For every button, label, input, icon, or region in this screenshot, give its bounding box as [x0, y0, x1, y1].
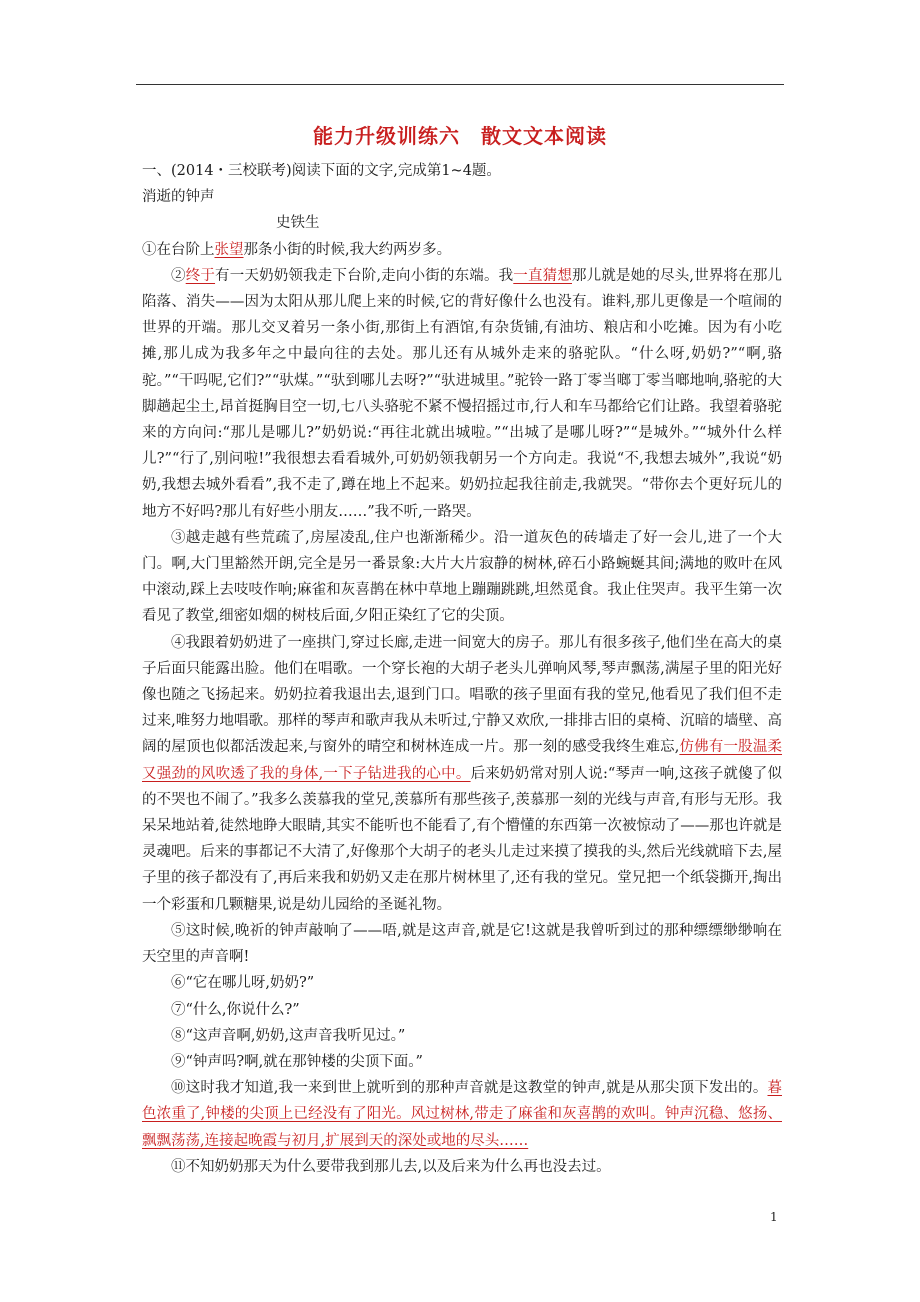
paragraph-2: ②终于有一天奶奶领我走下台阶,走向小街的东端。我一直猜想那儿就是她的尽头,世界将在那儿陷落、消失——因为太阳从那儿爬上来的时候,它的背好像什么也没有。谁料,那儿更像是一个喧闹的世界的开端。那儿交叉着另一条小街,那街上有酒馆,有杂货铺,有油坊、粮店和小吃摊。因为有小吃摊,那儿成为我多年之中最向往的去处。那儿还有从城外走来的骆驼队。“什么呀,奶奶?”“啊,骆驼。”“干吗呢,它们?”“驮煤。”“驮到哪儿去呀?”“驮进城里。”驼铃一路丁零当啷丁零当啷地响,骆驼的大脚趟起尘土,昂首挺胸目空一切,七八头骆驼不紧不慢招摇过市,行人和车马都给它们让路。我望着骆驼来的方向问:“那儿是哪儿?”奶奶说:“再往北就出城啦。”“出城了是哪儿呀?”“是城外。”“城外什么样儿?”“行了,别问啦!”我很想去看看城外,可奶奶领我朝另一个方向走。我说“不,我想去城外”,我说“奶奶,我想去城外看看”,我不走了,蹲在地上不起来。奶奶拉起我往前走,我就哭。“带你去个更好玩儿的地方不好吗?那儿有好些小朋友……”我不听,一路哭。 — [142, 267, 783, 520]
paragraph-1: ①在台阶上张望那条小街的时候,我大约两岁多。 — [142, 241, 452, 258]
underlined-sentence: 仿佛有一股温柔又强劲的风吹透了我的身体,一下子钻进我的心中。 — [142, 739, 783, 782]
page-number: 1 — [770, 1210, 778, 1224]
paragraph-4: ④我跟着奶奶进了一座拱门,穿过长廊,走进一间宽大的房子。那儿有很多孩子,他们坐在高大的桌子后面只能露出脸。他们在唱歌。一个穿长袍的大胡子老头儿弹响风琴,琴声飘荡,满屋子里的阳光好像也随之飞扬起来。奶奶拉着我退出去,退到门口。唱歌的孩子里面有我的堂兄,他看见了我们但不走过来,唯努力地唱歌。那样的琴声和歌声我从未听过,宁静又欢欣,一排排古旧的桌椅、沉暗的墙壁、高阔的屋顶也似都活泼起来,与窗外的晴空和树林连成一片。那一刻的感受我终生难忘,仿佛有一股温柔又强劲的风吹透了我的身体,一下子钻进我的心中。后来奶奶常对别人说:“琴声一响,这孩子就傻了似的不哭也不闹了。”我多么羡慕我的堂兄,羡慕所有那些孩子,羡慕那一刻的光线与声音,有形与无形。我呆呆地站着,徒然地睁大眼睛,其实不能听也不能看了,有个懵懂的东西第一次被惊动了——那也许就是灵魂吧。后来的事都记不大清了,好像那个大胡子的老头儿走过来摸了摸我的头,然后光线就暗下去,屋子里的孩子都没有了,再后来我和奶奶又走在那片树林里了,还有我的堂兄。堂兄把一个纸袋撕开,掏出一个彩蛋和几颗糖果,说是幼儿园给的圣诞礼物。 — [142, 634, 783, 913]
paragraph-9: ⑨“钟声吗?啊,就在那钟楼的尖顶下面。” — [171, 1053, 423, 1070]
underlined-phrase: 终于 — [185, 267, 216, 284]
paragraph-3: ③越走越有些荒疏了,房屋凌乱,住户也渐渐稀少。沿一道灰色的砖墙走了好一会儿,进了一个大门。啊,大门里豁然开朗,完全是另一番景象:大片大片寂静的树林,碎石小路蜿蜒其间;满地的败叶在风中滚动,踩上去吱吱作响;麻雀和灰喜鹊在林中草地上蹦蹦跳跳,坦然觅食。我止住哭声。我平生第一次看见了教堂,细密如烟的树枝后面,夕阳正染红了它的尖顶。 — [142, 529, 782, 625]
paragraph-8: ⑧“这声音啊,奶奶,这声音我听见过。” — [171, 1027, 406, 1044]
paragraph-5: ⑤这时候,晚祈的钟声敲响了——唔,就是这声音,就是它!这就是我曾听到过的那种缥缥缈缈响在天空里的声音啊! — [142, 922, 782, 966]
paragraph-11: ⑪不知奶奶那天为什么要带我到那儿去,以及后来为什么再也没去过。 — [171, 1158, 611, 1175]
underlined-sentence: 暮色浓重了,钟楼的尖顶上已经没有了阳光。风过树林,带走了麻雀和灰喜鹊的欢叫。钟声沉稳、悠扬、飘飘荡荡,连接起晚霞与初月,扩展到天的深处或地的尽头…… — [142, 1080, 782, 1149]
paragraph-6: ⑥“它在哪儿呀,奶奶?” — [171, 975, 315, 992]
underlined-phrase: 一直猜想 — [513, 267, 572, 284]
header-rule — [136, 84, 784, 85]
underlined-phrase: 张望 — [214, 241, 244, 258]
question-instruction: 一、(2014・三校联考)阅读下面的文字,完成第1~4题。 — [142, 163, 501, 179]
essay-content — [142, 158, 782, 1180]
essay-author: 史铁生 — [276, 215, 320, 232]
paragraph-10: ⑩这时我才知道,我一来到世上就听到的那种声音就是这教堂的钟声,就是从那尖顶下发出的。暮色浓重了,钟楼的尖顶上已经没有了阳光。风过树林,带走了麻雀和灰喜鹊的欢叫。钟声沉稳、悠扬、飘飘荡荡,连接起晚霞与初月,扩展到天的深处或地的尽头…… — [142, 1080, 782, 1149]
essay-title: 消逝的钟声 — [142, 189, 215, 206]
paragraph-7: ⑦“什么,你说什么?” — [171, 1001, 300, 1018]
page-title: 能力升级训练六 散文文本阅读 — [313, 124, 607, 148]
